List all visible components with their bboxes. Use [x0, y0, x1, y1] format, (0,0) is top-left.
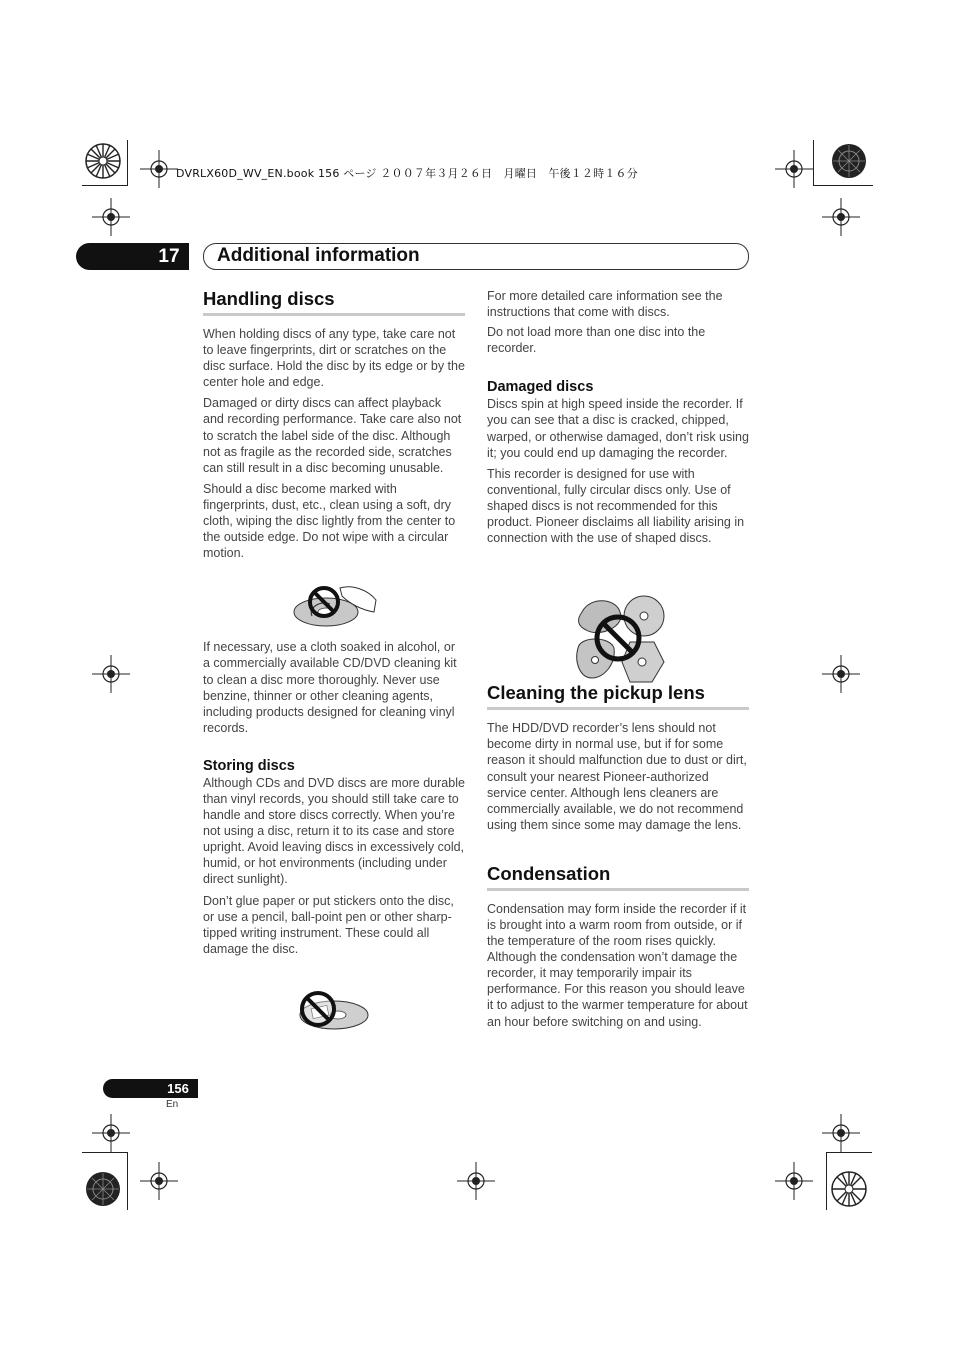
- registration-mark-icon: [822, 655, 860, 693]
- paragraph: Discs spin at high speed inside the recorder. If you can see that a disc is cracked, chipped, warped, or otherwise damaged, don’t risk using it; you could end up damaging the recorder.: [487, 397, 749, 460]
- damaged-discs-heading: Damaged discs: [487, 379, 594, 396]
- no-shaped-discs-icon: [570, 592, 670, 687]
- registration-mark-icon: [140, 150, 178, 188]
- registration-mark-icon: [92, 198, 130, 236]
- sunburst-mark-icon: [830, 1170, 868, 1208]
- paragraph: Don’t glue paper or put stickers onto the disc, or use a pencil, ball-point pen or other sharp-tipped writing instrument. These could all damage the disc.: [203, 893, 454, 956]
- condensation-heading: Condensation: [487, 863, 749, 891]
- chapter-title: Additional information: [217, 245, 420, 266]
- registration-mark-icon: [775, 150, 813, 188]
- paragraph: If necessary, use a cloth soaked in alcohol, or a commercially available CD/DVD cleaning kit to clean a disc more thoroughly. Never use benzine, thinner or other cleaning agents, including products designed for cleaning vinyl records.: [203, 640, 457, 735]
- chapter-number: 17: [158, 246, 180, 267]
- paragraph: The HDD/DVD recorder’s lens should not become dirty in normal use, but if for some reason it should malfunction due to dust or dirt, consult your nearest Pioneer-authorized service center. Although lens cleaners are commercially available, we do not recommend using them since some may damage the lens.: [487, 721, 747, 832]
- registration-mark-icon: [140, 1162, 178, 1200]
- no-sticker-disc-icon: [296, 987, 372, 1033]
- registration-mark-icon: [775, 1162, 813, 1200]
- section-spacer: [487, 833, 749, 863]
- cleaning-pickup-lens-heading: Cleaning the pickup lens: [487, 682, 749, 710]
- registration-mark-icon: [92, 655, 130, 693]
- paragraph: When holding discs of any type, take care not to leave fingerprints, dirt or scratches on the disc surface. Hold the disc by its edge or by the center hole and edge.: [203, 327, 465, 390]
- paragraph: Condensation may form inside the recorder if it is brought into a warm room from outside, or if the temperature of the room rises quickly. Although the condensation won’t damage the recorder, it may temporarily impair its performance. For this reason you should leave it to adjust to the warmer temperature for about an hour before switching on and using.: [487, 901, 748, 1029]
- paragraph: Do not load more than one disc into the recorder.: [487, 325, 706, 356]
- paragraph: Although CDs and DVD discs are more durable than vinyl records, you should still take care to handle and store discs correctly. When you’re not using a disc, return it to its case and store upright. Avoid leaving discs in excessively cold, humid, or hot environments (including under direct sunlight).: [203, 775, 465, 887]
- paragraph: Should a disc become marked with fingerprints, dust, etc., clean using a soft, dry cloth, wiping the disc lightly from the center to the outside edge. Do not wipe with a circular motion.: [203, 481, 456, 561]
- registration-mark-icon: [822, 198, 860, 236]
- storing-discs-heading: Storing discs: [203, 757, 295, 774]
- registration-mark-icon: [457, 1162, 495, 1200]
- no-circular-wipe-icon: [290, 582, 380, 632]
- sunburst-mark-icon: [84, 1170, 122, 1208]
- page-number: 156: [167, 1081, 189, 1096]
- paragraph: Damaged or dirty discs can affect playback and recording performance. Take care also not to scratch the label side of the disc. Although not as fragile as the recorded side, scratches can still result in a disc becoming unusable.: [203, 396, 462, 475]
- sunburst-mark-icon: [84, 142, 122, 180]
- sunburst-mark-icon: [830, 142, 868, 180]
- registration-mark-icon: [822, 1114, 860, 1152]
- paragraph: For more detailed care information see the instructions that come with discs.: [487, 289, 723, 320]
- registration-mark-icon: [92, 1114, 130, 1152]
- handling-discs-heading: Handling discs: [203, 288, 465, 316]
- paragraph: This recorder is designed for use with conventional, fully circular discs only. Use of shaped discs is not recommended for this product. Pioneer disclaims all liability arising in connection with the use of shaped discs.: [487, 466, 745, 546]
- page-language: En: [166, 1099, 179, 1110]
- print-header: DVRLX60D_WV_EN.book 156 ページ ２００７年３月２６日 月曜日 午後１２時１６分: [176, 167, 638, 180]
